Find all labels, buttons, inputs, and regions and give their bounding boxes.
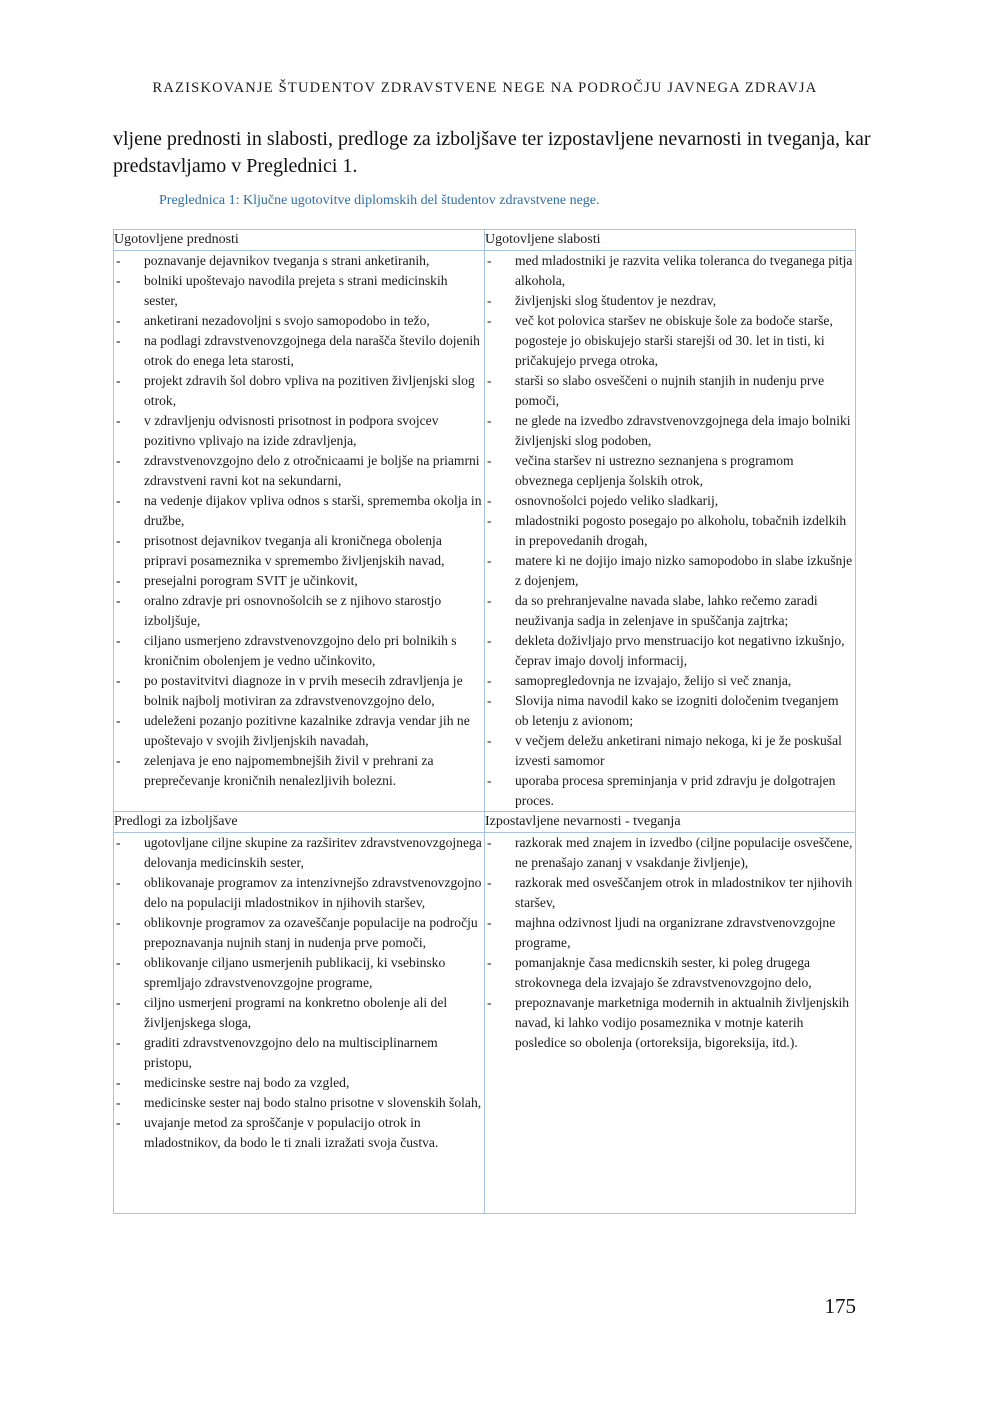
table-body-row — [114, 833, 856, 1214]
strengths-cell — [114, 251, 485, 812]
list-item: - starši so slabo osveščeni o nujnih stanjih in nudenju prve pomoči, — [485, 371, 855, 411]
list-item: - projekt zdravih šol dobro vpliva na pozitiven življenjski slog otrok, — [114, 371, 484, 411]
list-item: - oblikovanje ciljano usmerjenih publikacij, ki vsebinsko spremljajo zdravstvenovzgojne programe, — [114, 953, 484, 993]
table-header-row — [114, 230, 856, 251]
weaknesses-header: Ugotovljene slabosti — [485, 230, 856, 251]
improvements-header: Predlogi za izboljšave — [114, 812, 485, 833]
list-item: - v večjem deležu anketirani nimajo nekoga, ki je že poskušal izvesti samomor — [485, 731, 855, 771]
list-item: - anketirani nezadovoljni s svojo samopodobo in težo, — [114, 311, 484, 331]
list-item: - medicinske sester naj bodo stalno prisotne v slovenskih šolah, — [114, 1093, 484, 1113]
weaknesses-cell — [485, 251, 856, 812]
list-item: - da so prehranjevalne navada slabe, lahko rečemo zaradi neuživanja sadja in zelenjave in spuščanja zajtrka; — [485, 591, 855, 631]
table-caption: Preglednica 1: Ključne ugotovitve diplomskih del študentov zdravstvene nege. — [159, 193, 600, 208]
list-item: - razkorak med osveščanjem otrok in mladostnikov ter njihovih staršev, — [485, 873, 855, 913]
risks-header: Izpostavljene nevarnosti - tveganja — [485, 812, 856, 833]
list-item: - zdravstvenovzgojno delo z otročnicaami je boljše na priamrni zdravstveni ravni kot na sekundarni, — [114, 451, 484, 491]
page-number: 175 — [824, 1294, 856, 1318]
list-item: - uvajanje metod za sproščanje v populacijo otrok in mladostnikov, da bodo le ti znali izražati svoja čustva. — [114, 1113, 484, 1153]
list-item: - oblikovanaje programov za intenzivnejšo zdravstvenovzgojno delo na populaciji mladostnikov in njihovih staršev, — [114, 873, 484, 913]
list-item: - ciljano usmerjeno zdravstvenovzgojno delo pri bolnikih s kroničnim obolenjem je vedno učinkovito, — [114, 631, 484, 671]
list-item: - poznavanje dejavnikov tveganja s strani anketiranih, — [114, 251, 484, 271]
list-item: - večina staršev ni ustrezno seznanjena s programom obveznega cepljenja šolskih otrok, — [485, 451, 855, 491]
list-item: - oralno zdravje pri osnovnošolcih se z njihovo starostjo izboljšuje, — [114, 591, 484, 631]
list-item: - dekleta doživljajo prvo menstruacijo kot negativno izkušnjo, čeprav imajo dovolj informacij, — [485, 631, 855, 671]
risks-cell — [485, 833, 856, 1214]
list-item: - v zdravljenju odvisnosti prisotnost in podpora svojcev pozitivno vplivajo na izide zdravljenja, — [114, 411, 484, 451]
list-item: - bolniki upoštevajo navodila prejeta s strani medicinskih sester, — [114, 271, 484, 311]
strengths-list — [114, 251, 484, 791]
list-item: - samopregledovnja ne izvajajo, želijo si več znanja, — [485, 671, 855, 691]
running-head: RAZISKOVANJE ŠTUDENTOV ZDRAVSTVENE NEGE NA PODROČJU JAVNEGA ZDRAVJA — [152, 80, 818, 96]
list-item: - več kot polovica staršev ne obiskuje šole za bodoče starše, pogosteje jo obiskujejo starši starejši od 30. let in tisti, ki pričakujejo prvega otroka, — [485, 311, 855, 371]
list-item: - graditi zdravstvenovzgojno delo na multisciplinarnem pristopu, — [114, 1033, 484, 1073]
list-item: - razkorak med znajem in izvedbo (ciljne populacije osveščene, ne prenašajo zananj v vsakdanje življenje), — [485, 833, 855, 873]
list-item: - udeleženi pozanjo pozitivne kazalnike zdravja vendar jih ne upoštevajo v svojih življenjskih navadah, — [114, 711, 484, 751]
risks-list — [485, 833, 855, 1053]
list-item: - presejalni porogram SVIT je učinkovit, — [114, 571, 484, 591]
improvements-list — [114, 833, 484, 1153]
list-item: - osnovnošolci pojedo veliko sladkarij, — [485, 491, 855, 511]
list-item: - prepoznavanje marketniga modernih in aktualnih življenjskih navad, ki lahko vodijo posameznika v motnje katerih posledice so obolenja (ortoreksija, bigoreksija, itd.). — [485, 993, 855, 1053]
list-item: - mladostniki pogosto posegajo po alkoholu, tobačnih izdelkih in prepovedanih drogah, — [485, 511, 855, 551]
list-item: - življenjski slog študentov je nezdrav, — [485, 291, 855, 311]
weaknesses-list — [485, 251, 855, 811]
list-item: - majhna odzivnost ljudi na organizrane zdravstvenovzgojne programe, — [485, 913, 855, 953]
list-item: - na vedenje dijakov vpliva odnos s starši, sprememba okolja in družbe, — [114, 491, 484, 531]
table-body-row — [114, 251, 856, 812]
list-item: - ugotovljane ciljne skupine za razširitev zdravstvenovzgojnega delovanja medicinskih sester, — [114, 833, 484, 873]
list-item: - medicinske sestre naj bodo za vzgled, — [114, 1073, 484, 1093]
list-item: - uporaba procesa spreminjanja v prid zdravju je dolgotrajen proces. — [485, 771, 855, 811]
list-item: - prisotnost dejavnikov tveganja ali kroničnega obolenja pripravi posameznika v spremembo življenjskih navad, — [114, 531, 484, 571]
list-item: - med mladostniki je razvita velika toleranca do tveganega pitja alkohola, — [485, 251, 855, 291]
table-header-row — [114, 812, 856, 833]
findings-table — [113, 229, 856, 1214]
list-item: - na podlagi zdravstvenovzgojnega dela narašča število dojenih otrok do enega leta starosti, — [114, 331, 484, 371]
list-item: - zelenjava je eno najpomembnejših živil v prehrani za preprečevanje kroničnih nenalezljivih bolezni. — [114, 751, 484, 791]
strengths-header: Ugotovljene prednosti — [114, 230, 485, 251]
list-item: - pomanjaknje časa medicnskih sester, ki poleg drugega strokovnega dela izvajajo še zdravstvenovzgojno delo, — [485, 953, 855, 993]
list-item: - ne glede na izvedbo zdravstvenovzgojnega dela imajo bolniki življenjski slog podoben, — [485, 411, 855, 451]
improvements-cell — [114, 833, 485, 1214]
list-item: - oblikovnje programov za ozaveščanje populacije na področju prepoznavanja nujnih stanj in nudenja prve pomoči, — [114, 913, 484, 953]
list-item: - Slovija nima navodil kako se izogniti določenim tveganjem ob letenju z avionom; — [485, 691, 855, 731]
list-item: - po postavitvitvi diagnoze in v prvih mesecih zdravljenja je bolnik najbolj motiviran za zdravstvenovzgojno delo, — [114, 671, 484, 711]
intro-paragraph: vljene prednosti in slabosti, predloge za izboljšave ter izpostavljene nevarnosti in tveganja, kar predstavljamo v Preglednici 1. — [113, 128, 871, 177]
list-item: - matere ki ne dojijo imajo nizko samopodobo in slabe izkušnje z dojenjem, — [485, 551, 855, 591]
list-item: - ciljno usmerjeni programi na konkretno obolenje ali del življenjskega sloga, — [114, 993, 484, 1033]
